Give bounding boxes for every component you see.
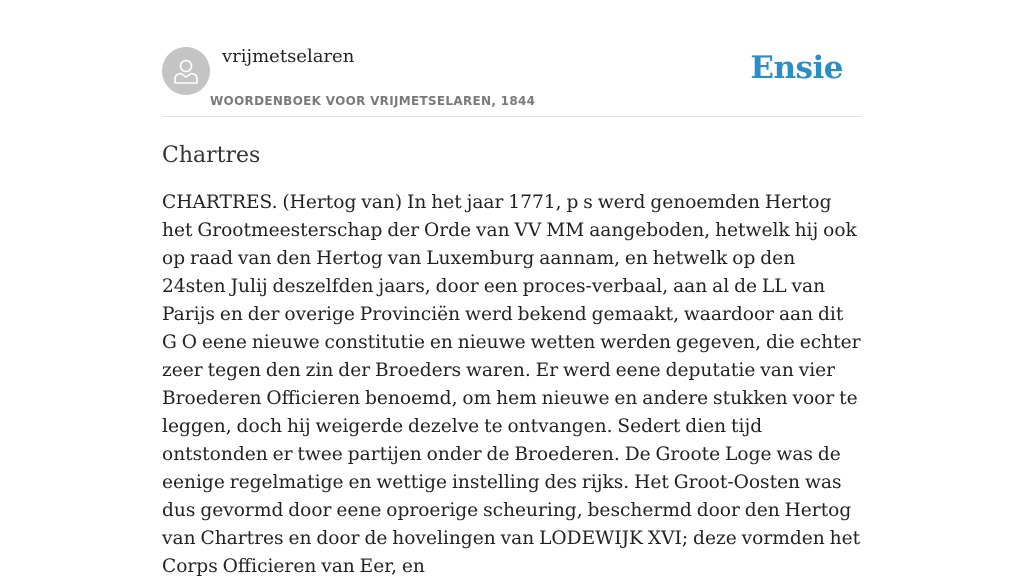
page [162, 0, 862, 581]
header [162, 0, 862, 117]
avatar[interactable] [162, 47, 210, 95]
ensie-logo[interactable]: Ensie [750, 50, 843, 86]
article-body: CHARTRES. (Hertog van) In het jaar 1771, p s werd genoemden Hertog het Grootmeesterschap der Orde van VV MM aangeboden, hetwelk hij ook op raad van den Hertog van Luxemburg aannam, en hetwelk op den 24sten Julij deszelfden jaars, door een proces-verbaal, aan al de LL van Parijs en der overige Provinciën werd bekend gemaakt, waardoor aan dit G O eene nieuwe constitutie en nieuwe wetten werden gegeven, die echter zeer tegen den zin der Broeders waren. Er werd eene deputatie van vier Broederen Officieren benoemd, om hem nieuwe en andere stukken voor te leggen, doch hij weigerde dezelve te ontvangen. Sedert dien tijd ontstonden er twee partijen onder de Broederen. De Groote Loge was de eenige regelmatige en wettige instelling des rijks. Het Groot-Oosten was dus gevormd door eene oproerige scheuring, beschermd door den Hertog van Chartres en door de hovelingen van LODEWIJK XVI; deze vormden het Corps Officieren van Eer, en [162, 192, 861, 577]
user-icon [171, 56, 201, 86]
author-name[interactable]: vrijmetselaren [222, 46, 355, 67]
source-label[interactable]: WOORDENBOEK VOOR VRIJMETSELAREN, 1844 [210, 94, 536, 108]
article-title: Chartres [162, 143, 261, 168]
